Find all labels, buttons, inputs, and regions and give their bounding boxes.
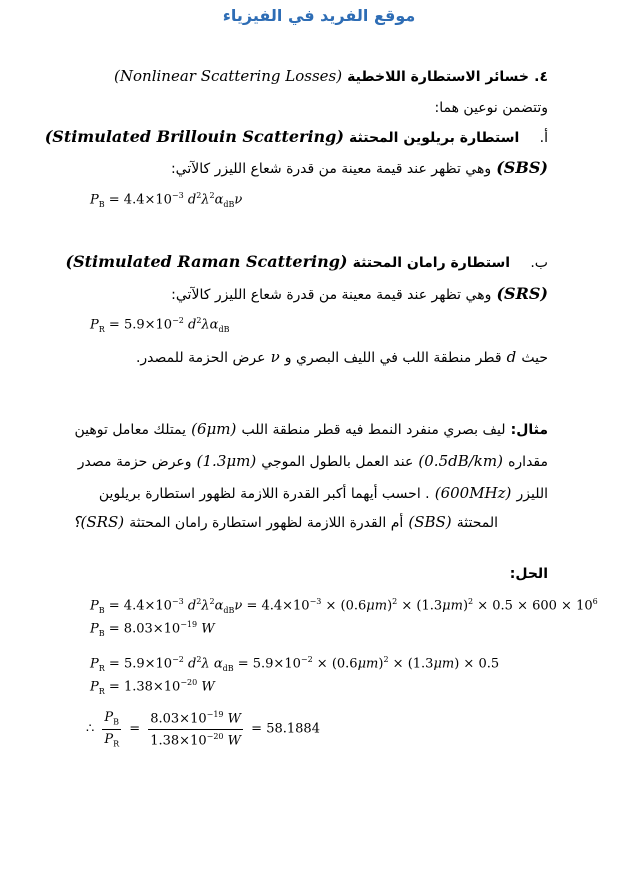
example-line-4 (73, 512, 498, 531)
pb-result: $P_B = 8.03\times 10^{-19}$ W (90, 620, 215, 638)
example-text: أم القدرة اللازمة لظهور استطارة رامان المحتثة (129, 515, 404, 531)
sbs-formula: $P_B = 4.4\times 10^{-3}$ $d^2\lambda^2\alpha_{dB}\nu$ (90, 191, 243, 209)
therefore-symbol: ∴ (86, 721, 95, 737)
example-label: مثال: (510, 422, 548, 438)
symbol-nu: ν (270, 348, 280, 366)
example-value: (0.5dB/km) (418, 452, 503, 470)
example-text: الليزر (516, 486, 548, 502)
where-text-2: قطر منطقة اللب في الليف البصري و (284, 350, 502, 366)
example-text: وعرض حزمة مصدر (77, 454, 192, 470)
example-text: . احسب أيهما أكبر القدرة اللازمة لظهور استطارة بريلوين (98, 486, 430, 502)
sbs-abbr: (SBS) (496, 158, 548, 177)
symbol-d: d (506, 348, 517, 366)
section-number: ٤. (534, 69, 548, 85)
pr-calculation: $P_R = 5.9\times 10^{-2}$ $d^2\lambda$ $\alpha_{dB} = 5.9\times 10^{-2} \times (0.6\mu m)^2 \times (1.3\mu m) \times 0.5$ (90, 655, 500, 673)
srs-desc-text: وهي تظهر عند قيمة معينة من قدرة شعاع الليزر كالآتي: (171, 287, 492, 303)
sbs-heading (45, 127, 548, 146)
example-text: المحتثة (456, 515, 498, 531)
srs-title-ar: استطارة رامان المحتثة (352, 255, 511, 271)
pr-result: $P_R = 1.38\times 10^{-20}$ W (90, 678, 215, 696)
example-text: مقداره (508, 454, 548, 470)
srs-abbr: (SRS) (496, 284, 548, 303)
example-text: ليف بصري منفرد النمط فيه قطر منطقة اللب (241, 422, 506, 438)
example-text: عند العمل بالطول الموجي (261, 454, 414, 470)
section-heading (114, 66, 548, 85)
section-title-ar: خسائر الاستطارة اللاخطية (347, 69, 530, 85)
example-line-1 (74, 419, 548, 438)
sbs-description (171, 158, 548, 177)
example-value: (6μm) (191, 420, 237, 438)
srs-formula: $P_R = 5.9\times 10^{-2}$ $d^2\lambda\alpha_{dB}$ (90, 316, 230, 334)
example-value: (600MHz) (434, 484, 512, 502)
sbs-desc-text: وهي تظهر عند قيمة معينة من قدرة شعاع الليزر كالآتي: (170, 161, 492, 177)
sbs-marker: أ. (539, 130, 548, 146)
example-value: (SBS) (408, 513, 452, 531)
section-intro: وتتضمن نوعين هما: (434, 100, 548, 116)
example-text: يمتلك معامل توهين (74, 422, 187, 438)
power-ratio: ∴ $\frac{P_B}{P_R}$ = $\frac{8.03\times 10^{-19} W}{1.38\times 10^{-20} W}$ = 58.1884 (86, 710, 320, 749)
srs-title-en: (Stimulated Raman Scattering) (65, 252, 348, 271)
srs-description (171, 284, 548, 303)
where-text-3: عرض الحزمة للمصدر. (135, 350, 266, 366)
pb-calculation: $P_B = 4.4\times 10^{-3}$ $d^2\lambda^2\alpha_{dB}\nu = 4.4\times 10^{-3} \times (0.6\mu m)^2 \times (1.3\mu m)^2 \times 0.5 \times 600 \times 10^6$ (90, 597, 598, 615)
section-title-en: (Nonlinear Scattering Losses) (114, 67, 343, 85)
ratio-values: $\frac{8.03\times 10^{-19} W}{1.38\times 10^{-20} W}$ (150, 710, 242, 748)
ratio-symbols: $\frac{P_B}{P_R}$ (104, 710, 120, 749)
solution-label: الحل: (509, 566, 548, 582)
where-clause (136, 347, 548, 366)
example-value: (SRS)؟ (72, 513, 125, 531)
example-value: (1.3μm) (196, 452, 257, 470)
ratio-value: 58.1884 (266, 721, 320, 737)
where-text-1: حيث (521, 350, 548, 366)
sbs-title-en: (Stimulated Brillouin Scattering) (44, 127, 344, 146)
example-line-3 (99, 483, 548, 502)
example-line-2 (78, 451, 548, 470)
srs-heading (65, 252, 548, 271)
sbs-title-ar: استطارة بريلوين المحتثة (349, 130, 520, 146)
srs-marker: ب. (530, 255, 548, 271)
site-title: موقع الفريد في الفيزياء (222, 6, 416, 25)
